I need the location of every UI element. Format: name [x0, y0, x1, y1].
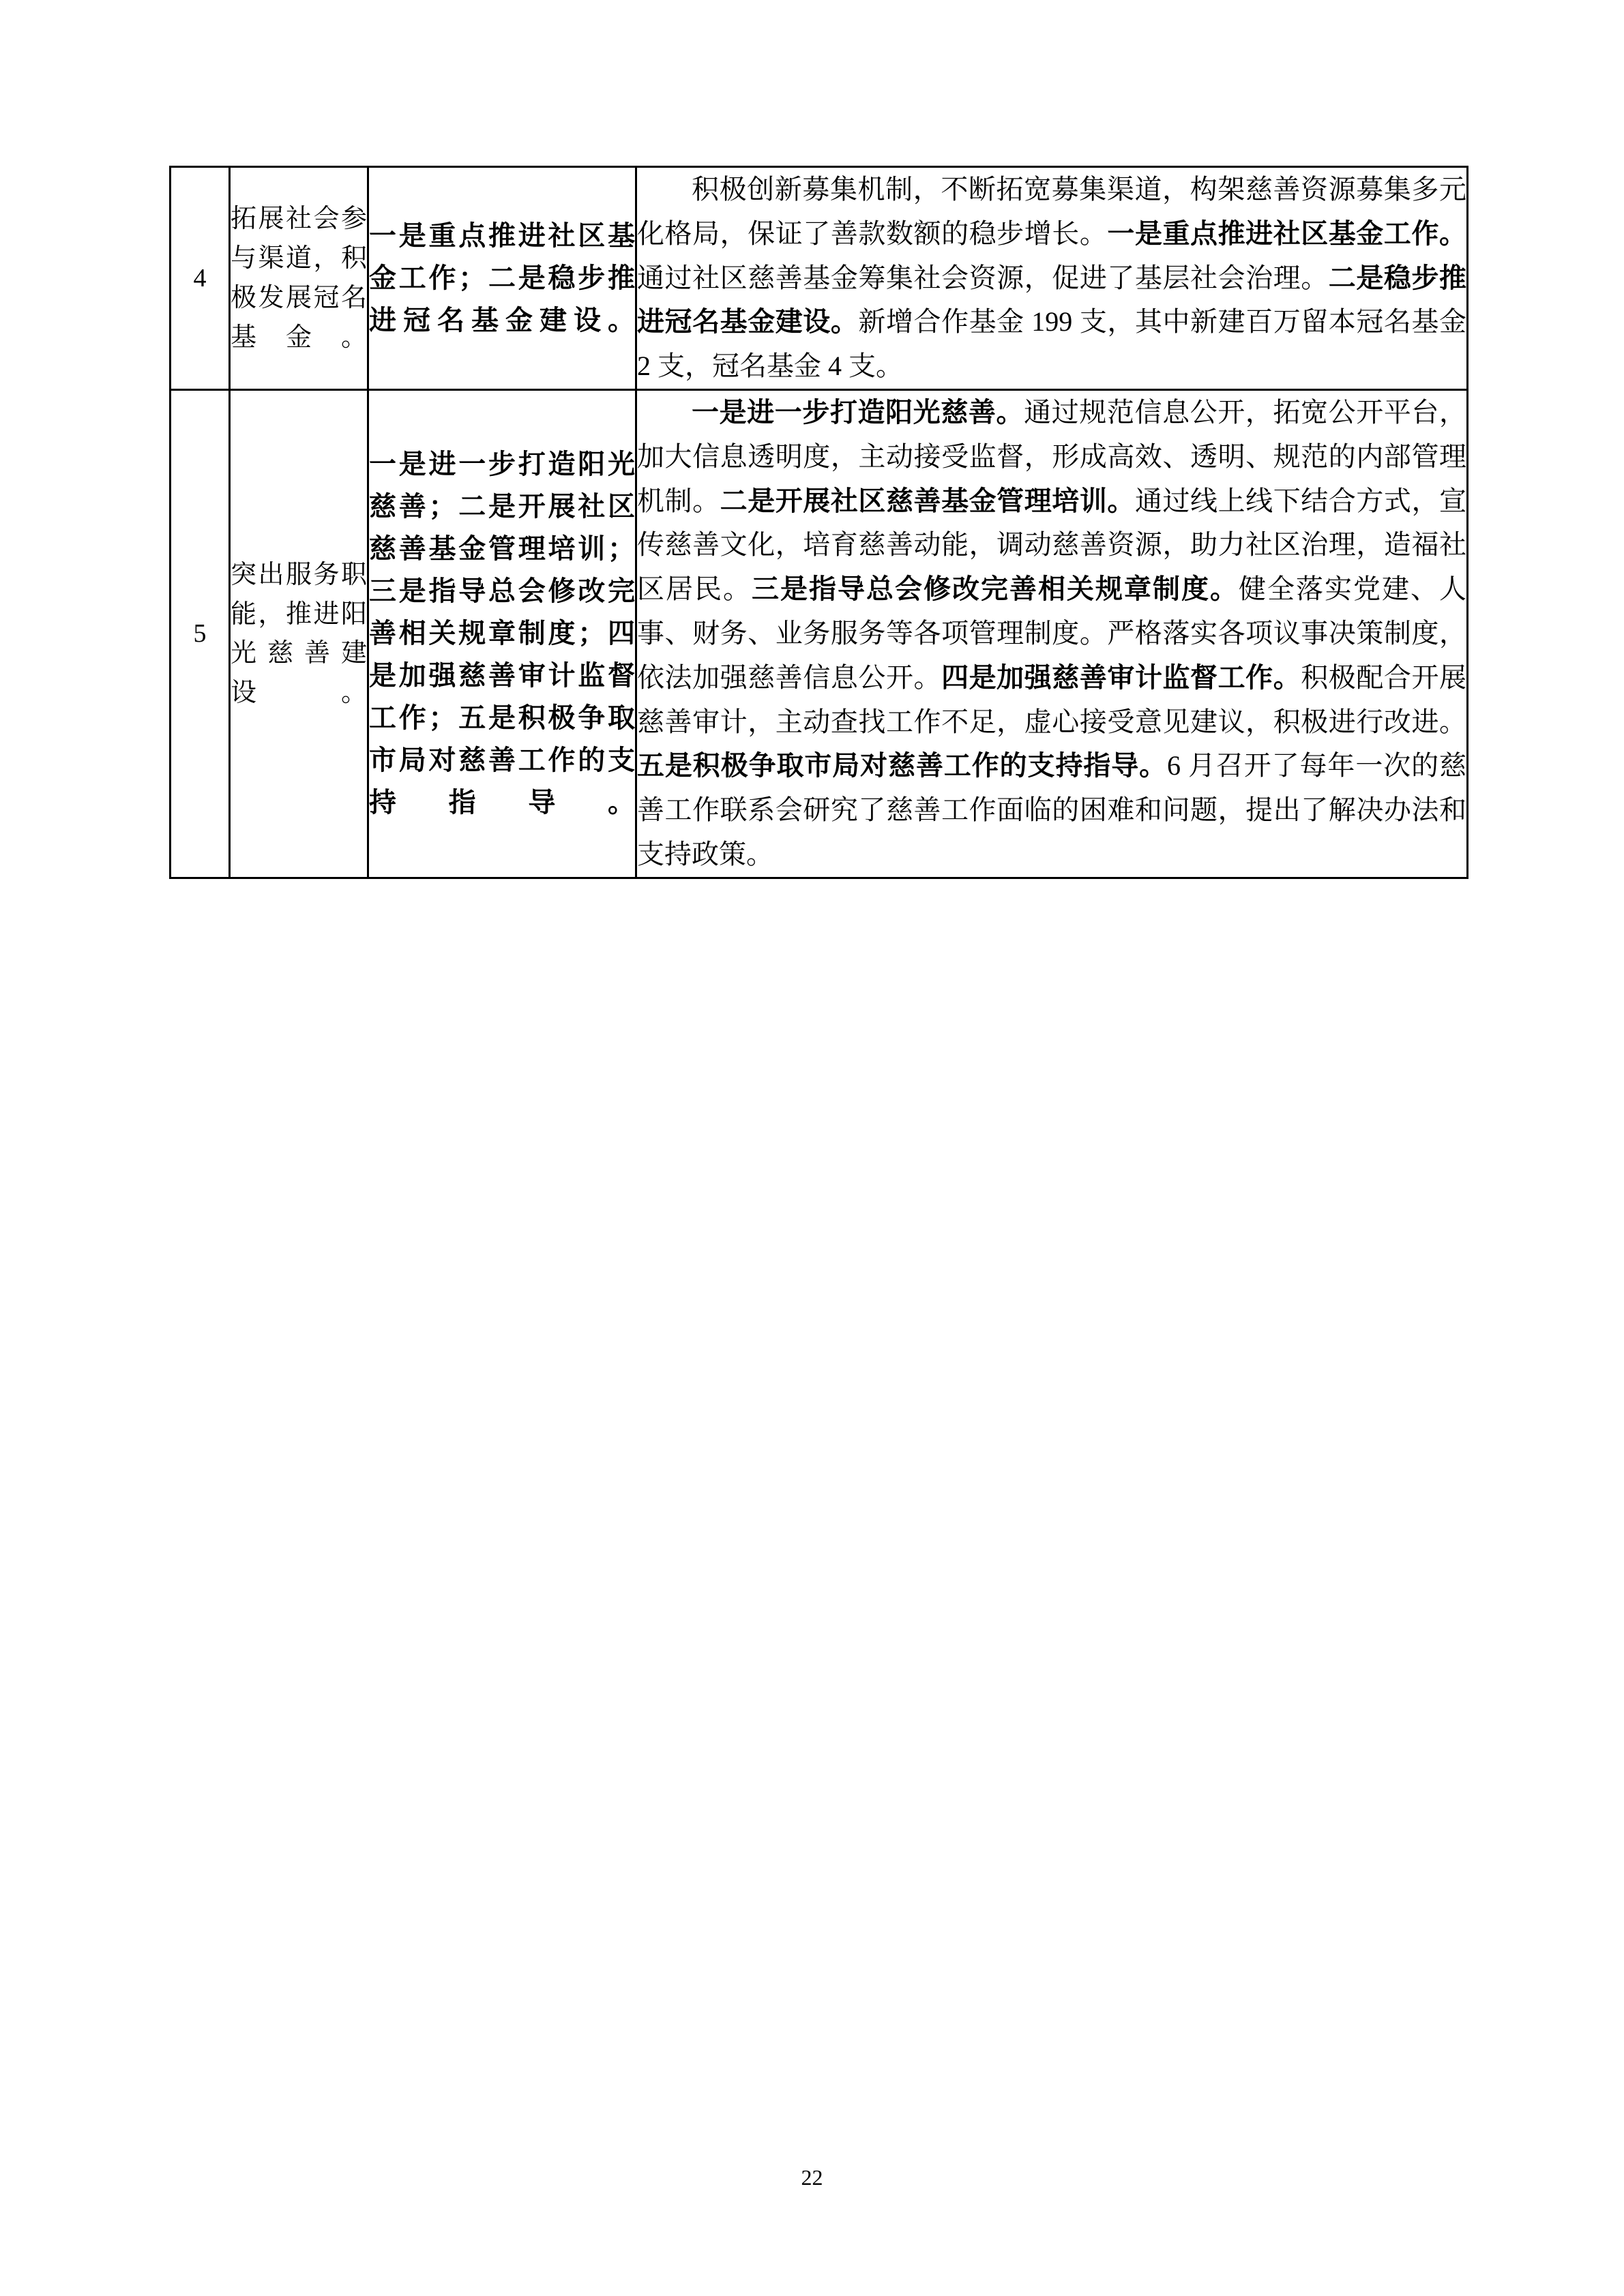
- row-detail-cell: [636, 167, 1468, 390]
- row-plan-cell: 一是进一步打造阳光慈善；二是开展社区慈善基金管理培训；三是指导总会修改完善相关规章制度；四是加强慈善审计监督工作；五是积极争取市局对慈善工作的支持指导。: [368, 389, 636, 878]
- row-title-cell: 拓展社会参与渠道，积极发展冠名基金。: [230, 167, 368, 390]
- table-row: [171, 167, 1468, 390]
- row-number-cell: 5: [171, 389, 230, 878]
- row-detail-paragraph: 一是进一步打造阳光慈善。通过规范信息公开，拓宽公开平台，加大信息透明度，主动接受监督，形成高效、透明、规范的内部管理机制。二是开展社区慈善基金管理培训。通过线上线下结合方式，宣传慈善文化，培育慈善动能，调动慈善资源，助力社区治理，造福社区居民。三是指导总会修改完善相关规章制度。健全落实党建、人事、财务、业务服务等各项管理制度。严格落实各项议事决策制度，依法加强慈善信息公开。四是加强慈善审计监督工作。积极配合开展慈善审计，主动查找工作不足，虚心接受意见建议，积极进行改进。五是积极争取市局对慈善工作的支持指导。6 月召开了每年一次的慈善工作联系会研究了慈善工作面临的困难和问题，提出了解决办法和支持政策。: [637, 396, 1467, 869]
- page-number: 22: [801, 2165, 823, 2190]
- work-items-table: [169, 166, 1468, 879]
- row-number-cell: 4: [171, 167, 230, 390]
- table-row: [171, 389, 1468, 878]
- row-title-cell: 突出服务职能，推进阳光慈善建设。: [230, 389, 368, 878]
- row-detail-paragraph: 积极创新募集机制，不断拓宽募集渠道，构架慈善资源募集多元化格局，保证了善款数额的稳步增长。一是重点推进社区基金工作。通过社区慈善基金筹集社会资源，促进了基层社会治理。二是稳步推进冠名基金建设。新增合作基金 199 支，其中新建百万留本冠名基金 2 支，冠名基金 4 支。: [637, 174, 1467, 382]
- row-plan-cell: 一是重点推进社区基金工作；二是稳步推进冠名基金建设。: [368, 167, 636, 390]
- row-detail-cell: [636, 389, 1468, 878]
